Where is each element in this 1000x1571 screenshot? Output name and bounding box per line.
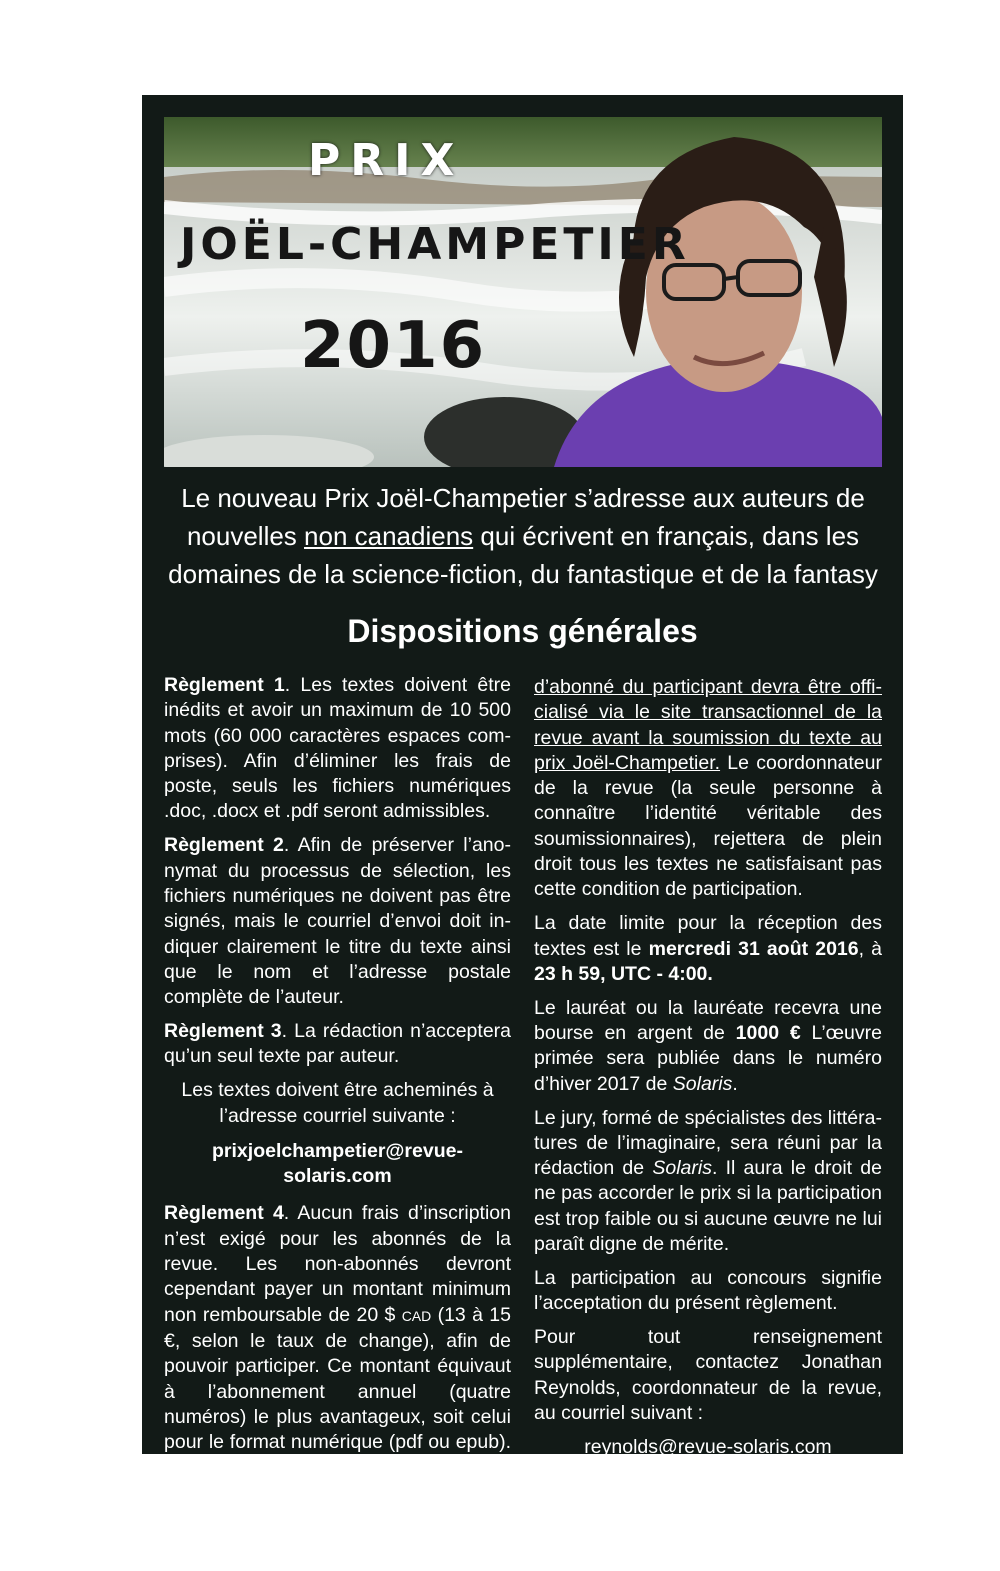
submission-email[interactable]: prixjoelchampetier@revue-solaris.com	[212, 1139, 463, 1188]
deadline-paragraph	[534, 911, 882, 987]
banner-photo	[164, 117, 882, 467]
prize-announcement-panel	[142, 95, 903, 1479]
left-column	[164, 673, 511, 1489]
intro-underlined: non canadiens	[304, 521, 474, 551]
rule-3-text: . La rédaction n’acceptera qu’un seul texte par auteur.	[164, 1020, 511, 1068]
banner-illustration	[164, 117, 882, 467]
deadline-mid: , à	[858, 937, 882, 960]
award-end: .	[732, 1072, 738, 1095]
rule-4-underlined: Le statut	[164, 1456, 239, 1479]
intro-part1: Le nouveau Prix Joël-Champetier s’adresse aux auteurs de nouvelles	[181, 483, 865, 551]
intro-part2: qui écrivent en français, dans les domaines de la science-fiction, du fantastique et de la fantasy	[168, 521, 878, 589]
intro-text	[160, 479, 886, 593]
award-amount: 1000 €	[735, 1022, 801, 1045]
award-text-a: Le lauréat ou la lauréate recevra une bourse en argent de	[534, 996, 882, 1045]
contact-email[interactable]: reynolds@revue-solaris.com	[584, 1435, 832, 1458]
rule-1-text: . Les textes doivent être inédits et avoir un maximum de 10 500 mots (60 000 caractères espaces comprises). Afin d’éliminer les frais de poste, seuls les fichiers numériques .doc, .docx et .pdf seront admissibles.	[164, 674, 512, 823]
banner-year-text: 2016	[300, 309, 487, 383]
deadline-time: 23 h 59, UTC - 4:00.	[534, 962, 713, 985]
rule-1	[164, 673, 511, 825]
acceptance-paragraph: La participation au concours signifie l’acceptation du présent règlement.	[534, 1266, 882, 1315]
banner-name-text: JOËL-CHAMPETIER	[180, 219, 690, 270]
membership-paragraph	[534, 675, 882, 903]
rule-3	[164, 1019, 511, 1070]
rule-4-label: Règlement 4	[164, 1202, 284, 1225]
award-text-b: L’œuvre primée sera publiée dans le numéro d’hiver 2017 de	[534, 1022, 882, 1095]
right-column	[534, 675, 882, 1469]
send-line-2: l’adresse courriel suivante :	[219, 1104, 456, 1127]
rule-4-text-b: (13 à 15 €, selon le taux de change), afin de pouvoir participer. Ce montant équivaut à l’abonnement annuel (quatre numéros) le plus avantageux, soit celui pour le format numérique (pdf ou epub).	[164, 1303, 511, 1454]
deadline-text: La date limite pour la réception des textes est le	[534, 912, 882, 960]
contact-paragraph: Pour tout renseignement supplémentaire, contactez Jonathan Reynolds, coordonnateur de la revue, au courriel suivant :	[534, 1326, 882, 1424]
send-line-1: Les textes doivent être acheminés à	[181, 1079, 494, 1102]
membership-underlined: d’abonné du participant devra être officialisé via le site transactionnel de la revue avant la soumission du texte au prix Joël-Champetier.	[534, 676, 882, 774]
rule-3-label: Règlement 3	[164, 1020, 282, 1043]
send-instructions	[164, 1078, 511, 1129]
rule-4-text-a: . Aucun frais d’inscription n’est exigé pour les abonnés de la revue. Les non-abonnés devront cependant payer un montant minimum non remboursable de 20 $	[164, 1202, 511, 1326]
deadline-date: mercredi 31 août 2016	[648, 937, 859, 960]
award-paragraph	[534, 996, 882, 1097]
award-magazine: Solaris	[672, 1072, 733, 1095]
banner-prix-text: PRIX	[308, 135, 465, 186]
rule-2	[164, 833, 511, 1010]
rule-1-label: Règlement 1	[164, 674, 285, 696]
jury-text-a: Le jury, formé de spécialistes des littératures de l’imaginaire, sera réuni par la rédaction de	[534, 1106, 882, 1180]
rule-4	[164, 1201, 511, 1480]
jury-text-b: . Il aura le droit de ne pas accorder le prix si la participation est trop faible ou si aucune œuvre ne lui paraît digne de mérite.	[534, 1157, 883, 1256]
jury-paragraph	[534, 1106, 882, 1258]
section-title: Dispositions générales	[347, 613, 698, 649]
membership-text: Le coordonnateur de la revue (la seule personne à connaître l’identité véritable des soumissionnaires), rejettera de plein droit tous les textes ne satisfaisant pas cette condition de participation.	[534, 751, 882, 901]
rule-4-currency: CAD	[401, 1307, 432, 1324]
rule-2-label: Règlement 2	[164, 834, 284, 857]
jury-magazine: Solaris	[652, 1157, 712, 1180]
rule-2-text: . Afin de préserver l’anonymat du processus de sélection, les fichiers numériques ne doivent pas être signés, mais le courriel d’envoi doit indiquer clairement le titre du texte ainsi que le nom et l’adresse postale complète de l’auteur.	[164, 834, 511, 1009]
